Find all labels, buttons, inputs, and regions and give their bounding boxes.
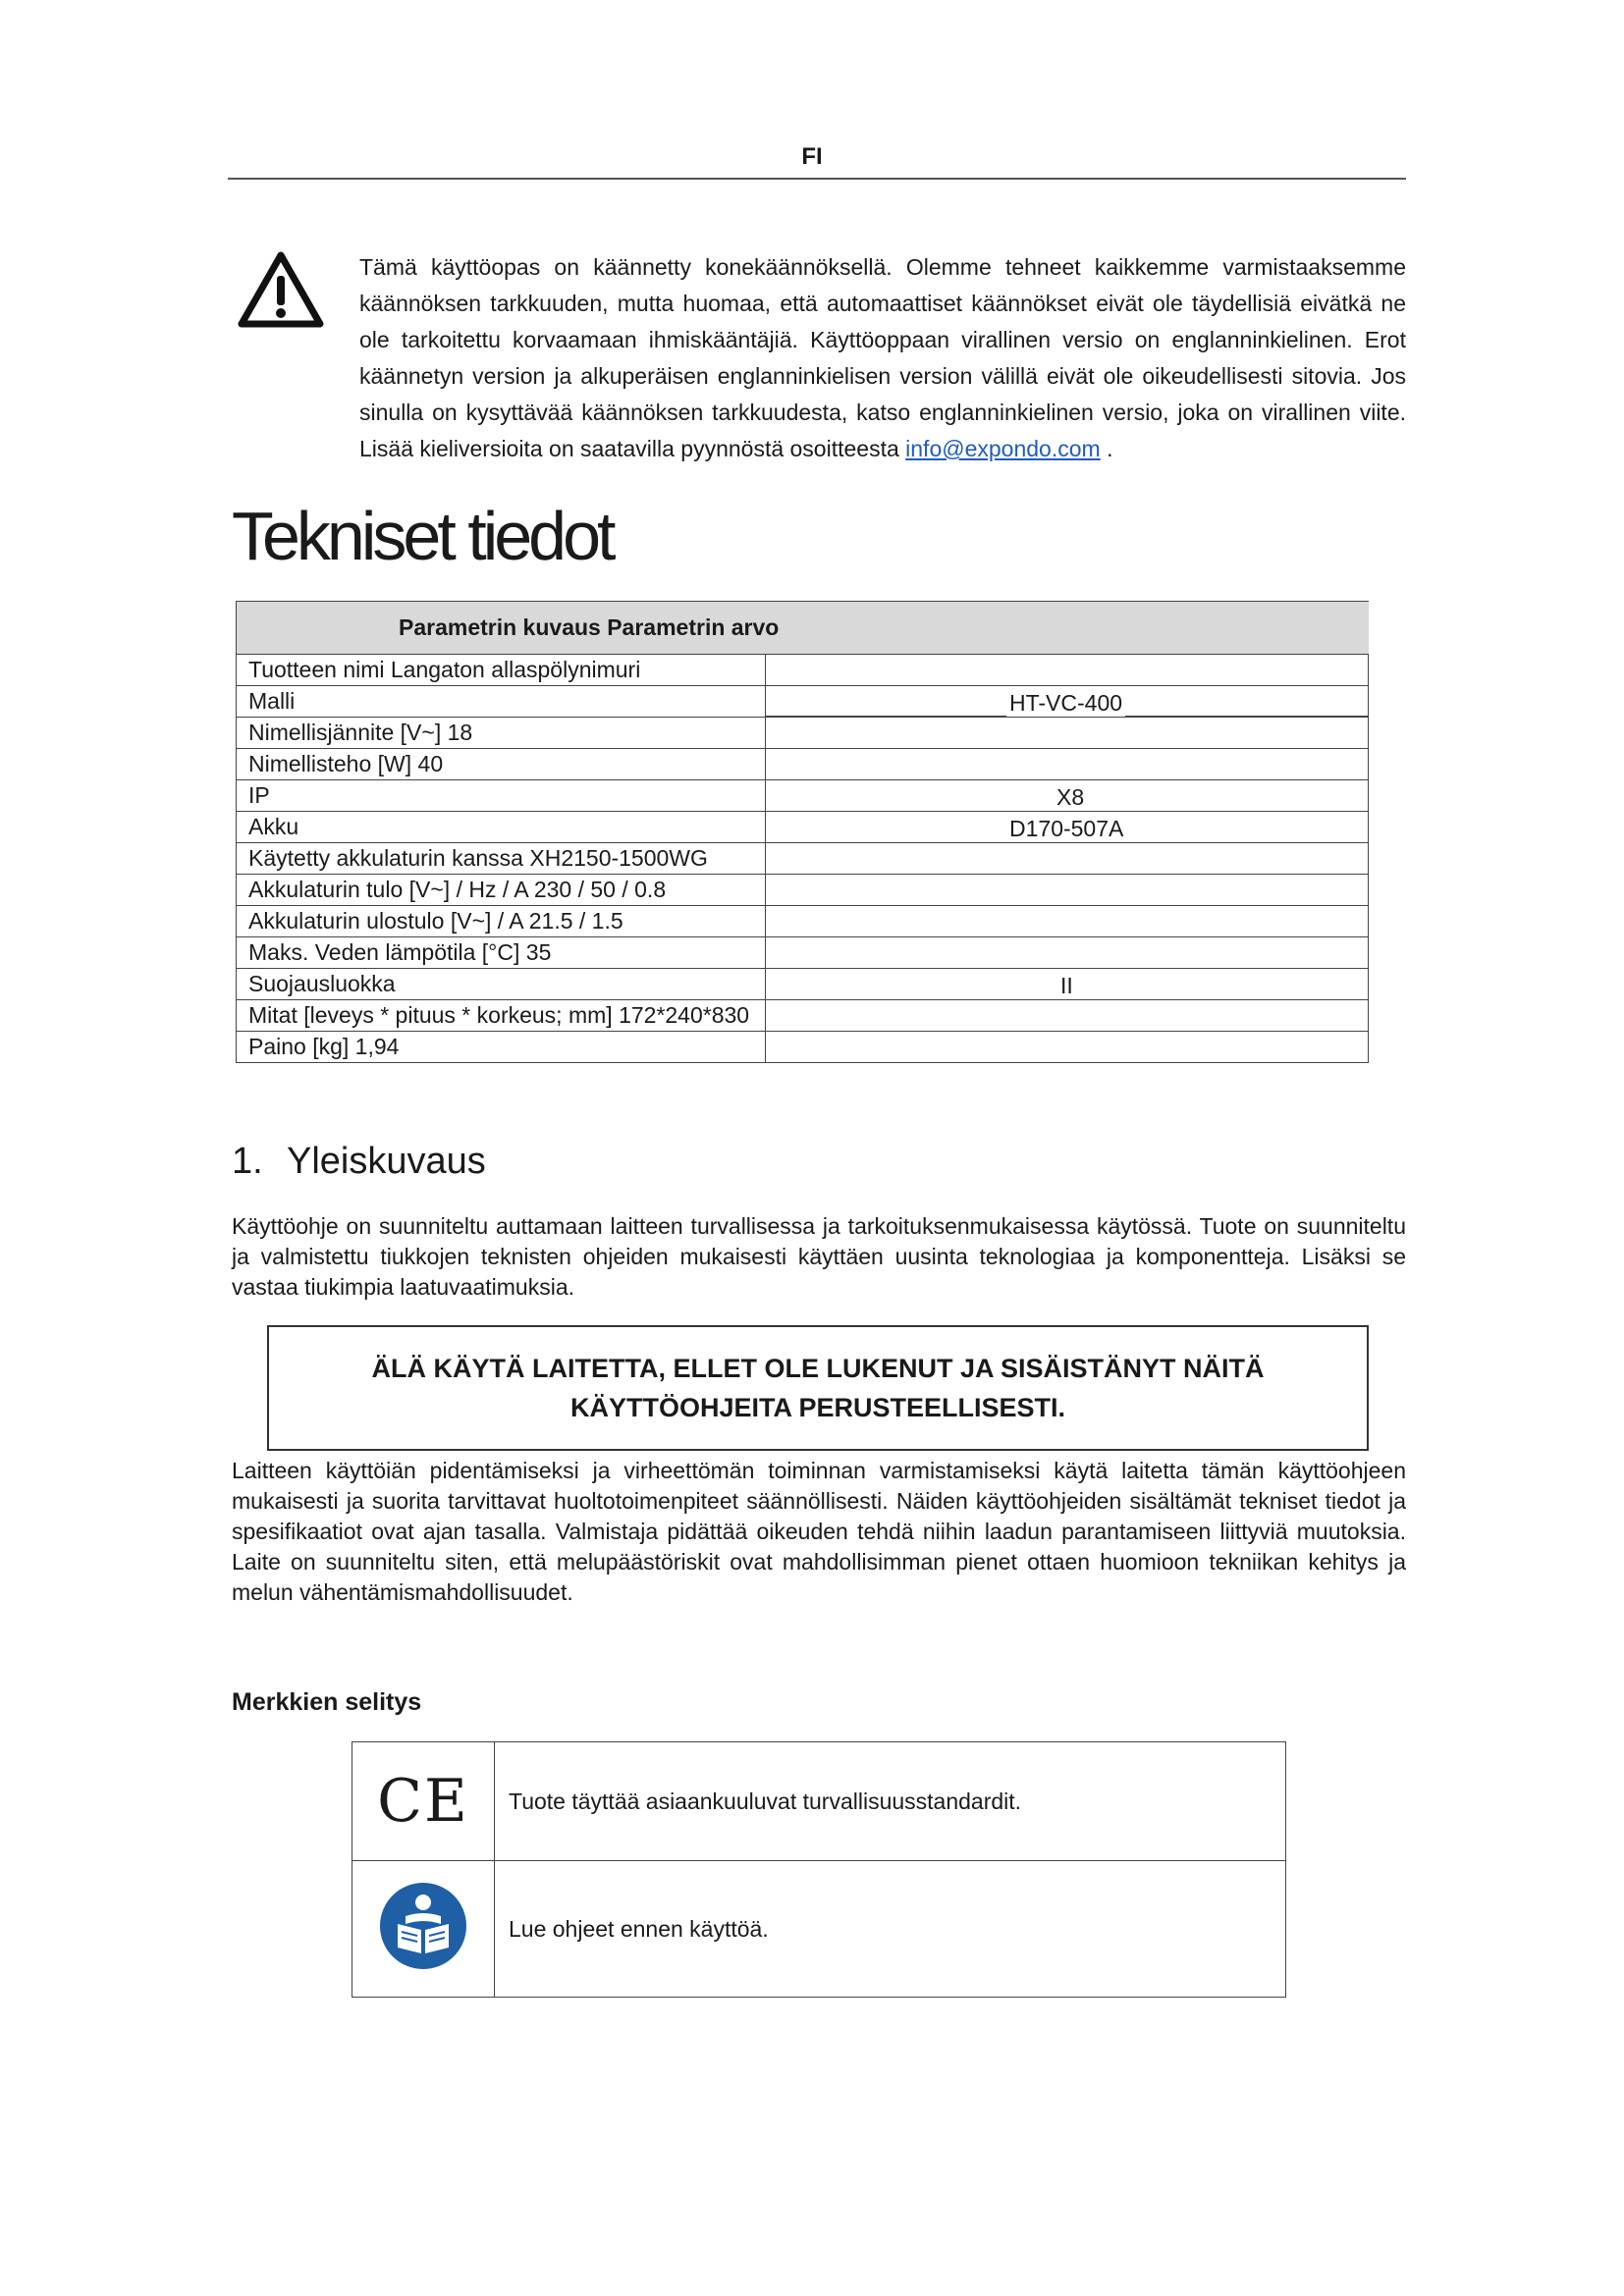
general-paragraph-2: Laitteen käyttöiän pidentämiseksi ja virheettömän toiminnan varmistamiseksi käytä laitetta tämän käyttöohjeen mukaisesti ja suorita tarvittavat huoltotoimenpiteet säännöllisesti. Näiden käyttöohjeiden sisältämät tekniset tiedot ja spesifikaatiot ovat ajan tasalla. Valmistaja pidättää oikeuden tehdä niihin laadun parantamiseen liittyviä muutoksia. Laite on suunniteltu siten, että melupäästöriskit ovat mahdollisimman pienet ottaen huomioon tekniikan kehitys ja melun vähentämismahdollisuudet. [232,1458,1406,1605]
spec-label: Paino [kg] 1,94 [248,1034,400,1059]
spec-value: II [1060,973,1073,998]
table-row [352,1742,1286,1861]
symbols-heading: Merkkien selitys [232,1688,422,1716]
general-paragraph-1: Käyttöohje on suunniteltu auttamaan laitteen turvallisessa ja tarkoituksenmukaisessa käytössä. Tuote on suunniteltu ja valmistettu tiukkojen teknisten ohjeiden mukaisesti käyttäen uusinta teknologiaa ja komponentteja. Lisäksi se vastaa tiukimpia laatuvaatimuksia. [232,1213,1406,1300]
spec-label: Nimellisjännite [V~] 18 [248,720,473,745]
table-row [237,812,1369,843]
symbol-description: Tuote täyttää asiaankuuluvat turvallisuusstandardit. [495,1742,1286,1861]
table-row [237,1000,1369,1032]
spec-value: HT-VC-400 [1009,690,1123,716]
disclaimer-tail: . [1107,436,1113,461]
table-row [352,1861,1286,1998]
table-row [237,686,1369,718]
spec-label: Nimellisteho [W] 40 [248,751,444,776]
spec-label: Suojausluokka [248,971,396,996]
translation-disclaimer [359,249,1406,467]
table-row [237,1032,1369,1063]
table-row [237,780,1369,812]
general-description-heading [232,1141,486,1183]
spec-value: D170-507A [1009,816,1124,841]
spec-label: Malli [248,688,296,714]
table-row [237,655,1369,686]
spec-value: X8 [1056,784,1085,810]
table-row [237,937,1369,969]
tech-specs-header-row [237,602,1369,655]
tech-specs-heading: Tekniset tiedot [232,498,613,574]
table-row [237,843,1369,875]
spec-label: IP [248,782,270,808]
spec-label: Maks. Veden lämpötila [°C] 35 [248,939,552,965]
symbol-description: Lue ohjeet ennen käyttöä. [495,1861,1286,1998]
spec-label: Käytetty akkulaturin kanssa XH2150-1500WG [248,845,708,871]
spec-label: Tuotteen nimi Langaton allaspölynimuri [248,657,641,682]
section-title: Yleiskuvaus [287,1141,486,1182]
symbols-table [352,1741,1286,1998]
header-divider [228,178,1406,180]
warning-triangle-icon [238,250,324,329]
section-number: 1. [232,1141,263,1182]
tech-specs-table [236,601,1369,1063]
spec-label: Mitat [leveys * pituus * korkeus; mm] 172*240*830 [248,1002,750,1028]
spec-label: Akkulaturin tulo [V~] / Hz / A 230 / 50 / 0.8 [248,877,667,902]
tech-specs-header-cell: Parametrin kuvaus Parametrin arvo [237,602,1369,655]
spec-label: Akkulaturin ulostulo [V~] / A 21.5 / 1.5 [248,908,623,934]
email-link[interactable]: info@expondo.com [905,436,1101,461]
ce-mark-icon: CE [377,1767,469,1836]
warning-box: ÄLÄ KÄYTÄ LAITETTA, ELLET OLE LUKENUT JA SISÄISTÄNYT NÄITÄ KÄYTTÖOHJEITA PERUSTEELLISESTI. [267,1325,1369,1451]
language-code: FI [801,143,823,170]
table-row [237,875,1369,906]
disclaimer-text: Tämä käyttöopas on käännetty konekäännöksellä. Olemme tehneet kaikkemme varmistaaksemme käännöksen tarkkuuden, mutta huomaa, että automaattiset käännökset eivät ole täydellisiä eivätkä ne ole tarkoitettu korvaamaan ihmiskääntäjiä. Käyttöoppaan virallinen versio on englanninkielinen. Erot käännetyn version ja alkuperäisen englanninkielisen version välillä eivät ole oikeudellisesti sitovia. Jos sinulla on kysyttävää käännöksen tarkkuudesta, katso englanninkielinen versio, joka on virallinen viite. Lisää kieliversioita on saatavilla pyynnöstä osoitteesta [359,254,1406,461]
spec-label: Akku [248,814,299,839]
table-row [237,969,1369,1000]
read-manual-icon [378,1881,468,1971]
table-row [237,906,1369,937]
table-row [237,749,1369,780]
table-row [237,718,1369,749]
